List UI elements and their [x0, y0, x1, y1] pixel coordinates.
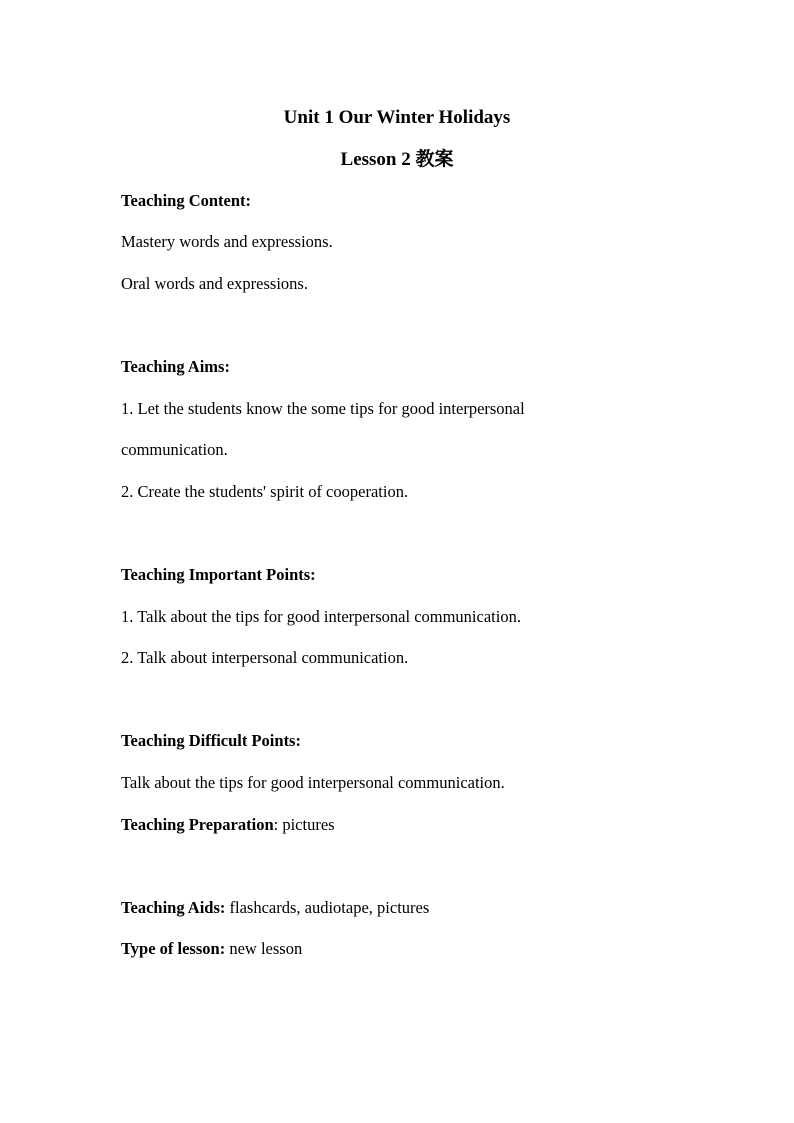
teaching-content-line: Oral words and expressions.	[121, 274, 308, 293]
teaching-aims-line: 2. Create the students' spirit of cooperation.	[121, 482, 409, 501]
important-points-line: 2. Talk about interpersonal communication.	[121, 648, 409, 667]
aids-value: flashcards, audiotape, pictures	[225, 898, 430, 917]
preparation-value: : pictures	[273, 815, 335, 834]
teaching-content-line: Mastery words and expressions.	[121, 232, 333, 251]
lesson-type-line	[121, 938, 302, 960]
teaching-aims-line: 1. Let the students know the some tips for good interpersonal	[121, 399, 525, 418]
preparation-label: Teaching Preparation	[121, 815, 274, 834]
teaching-aims-line: communication.	[121, 440, 228, 459]
lesson-type-value: new lesson	[225, 939, 303, 958]
document-subtitle: Lesson 2 教案	[340, 149, 454, 170]
lesson-type-label: Type of lesson:	[121, 939, 226, 958]
important-points-line: 1. Talk about the tips for good interpersonal communication.	[121, 607, 521, 626]
document-title: Unit 1 Our Winter Holidays	[283, 107, 511, 128]
teaching-aims-heading: Teaching Aims:	[121, 357, 230, 376]
difficult-points-line: Talk about the tips for good interpersonal communication.	[121, 773, 505, 792]
difficult-points-heading: Teaching Difficult Points:	[121, 731, 301, 750]
important-points-heading: Teaching Important Points:	[121, 565, 316, 584]
teaching-content-heading: Teaching Content:	[121, 191, 252, 210]
aids-label: Teaching Aids:	[121, 898, 226, 917]
preparation-line	[121, 814, 335, 836]
aids-line	[121, 897, 429, 919]
